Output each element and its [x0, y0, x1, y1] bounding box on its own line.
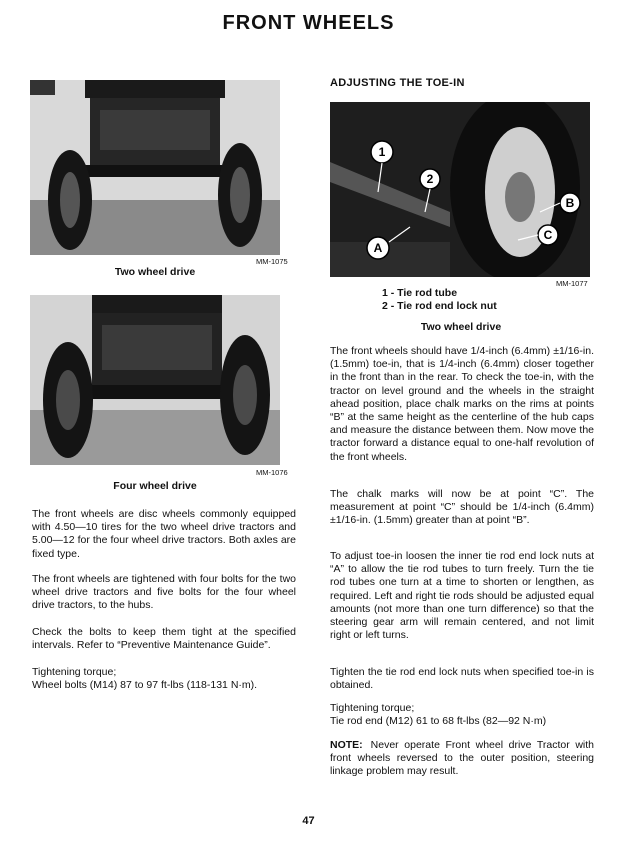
two-wheel-drive-photo	[30, 80, 280, 255]
photo-tag-mm1076: MM-1076	[256, 468, 288, 477]
right-paragraph-3: To adjust toe-in loosen the inner tie rod end lock nuts at “A” to allow the tie rod tubes to turn freely. Turn the tie rod tubes one turn at a time to shorten or lengthen, as required. Left and right tie rods should be adjusted equal amounts (not more than one turn difference) so that the steering gear arm will remain centered, and not limit right or left turns.	[330, 550, 594, 642]
note-label: NOTE:	[330, 739, 363, 751]
right-paragraph-4: Tighten the tie rod end lock nuts when specified toe-in is obtained.	[330, 666, 594, 692]
photo-caption-toe-in: Two wheel drive	[420, 321, 502, 333]
section-heading-toe-in: ADJUSTING THE TOE-IN	[330, 77, 465, 89]
four-wheel-drive-photo	[30, 295, 280, 465]
legend-item-tie-rod-tube: 1 - Tie rod tube	[382, 287, 458, 299]
callout-c: C	[543, 228, 553, 242]
note-block	[330, 739, 594, 779]
page-title: FRONT WHEELS	[222, 12, 395, 34]
callout-1: 1	[378, 145, 386, 159]
right-paragraph-2: The chalk marks will now be at point “C”. The measurement at point “C” should be 1/4-inch (6.4mm) ±1/16-in. (1.5mm) greater than at point “B”.	[330, 488, 594, 527]
photo-tag-mm1075: MM-1075	[256, 257, 288, 266]
right-torque-label: Tightening torque;	[330, 702, 415, 714]
page-number: 47	[302, 815, 315, 827]
left-torque-value: Wheel bolts (M14) 87 to 97 ft-lbs (118-131 N·m).	[32, 679, 258, 691]
left-paragraph-3: Check the bolts to keep them tight at the specified intervals. Refer to “Preventive Maintenance Guide”.	[32, 626, 296, 652]
right-paragraph-1: The front wheels should have 1/4-inch (6.4mm) ±1/16-in. (1.5mm) toe-in, that is 1/4-inch (6.4mm) closer together in the front than in the rear. To check the toe-in, with the tractor on level ground and the wheels in the straight ahead position, place chalk marks on the rims at points “B” at the same height as the centerline of the hub caps and measure the distance between them. Now move the tractor forward a distance equal to one-half revolution of the front wheels.	[330, 345, 594, 463]
callout-a: A	[373, 241, 383, 255]
note-text: Never operate Front wheel drive Tractor with front wheels reversed to the outer position, steering linkage problem may result.	[330, 739, 594, 778]
photo-caption-four-wheel: Four wheel drive	[113, 480, 197, 492]
left-paragraph-1: The front wheels are disc wheels commonly equipped with 4.50—10 tires for the two wheel drive tractors and 5.00—12 for the four wheel drive tractors. Both axles are fixed type.	[32, 508, 296, 560]
right-torque-value: Tie rod end (M12) 61 to 68 ft-lbs (82—92 N·m)	[330, 715, 547, 727]
callout-b: B	[565, 196, 575, 210]
left-torque-label: Tightening torque;	[32, 666, 117, 678]
photo-legend	[382, 287, 497, 313]
photo-caption-two-wheel: Two wheel drive	[114, 266, 196, 278]
photo-tag-mm1077: MM-1077	[556, 279, 588, 288]
toe-in-photo	[330, 102, 590, 277]
left-paragraph-2: The front wheels are tightened with four bolts for the two wheel drive tractors and five bolts for the four wheel drive tractors, to the hubs.	[32, 573, 296, 612]
legend-item-lock-nut: 2 - Tie rod end lock nut	[382, 300, 497, 312]
callout-2: 2	[426, 172, 434, 186]
